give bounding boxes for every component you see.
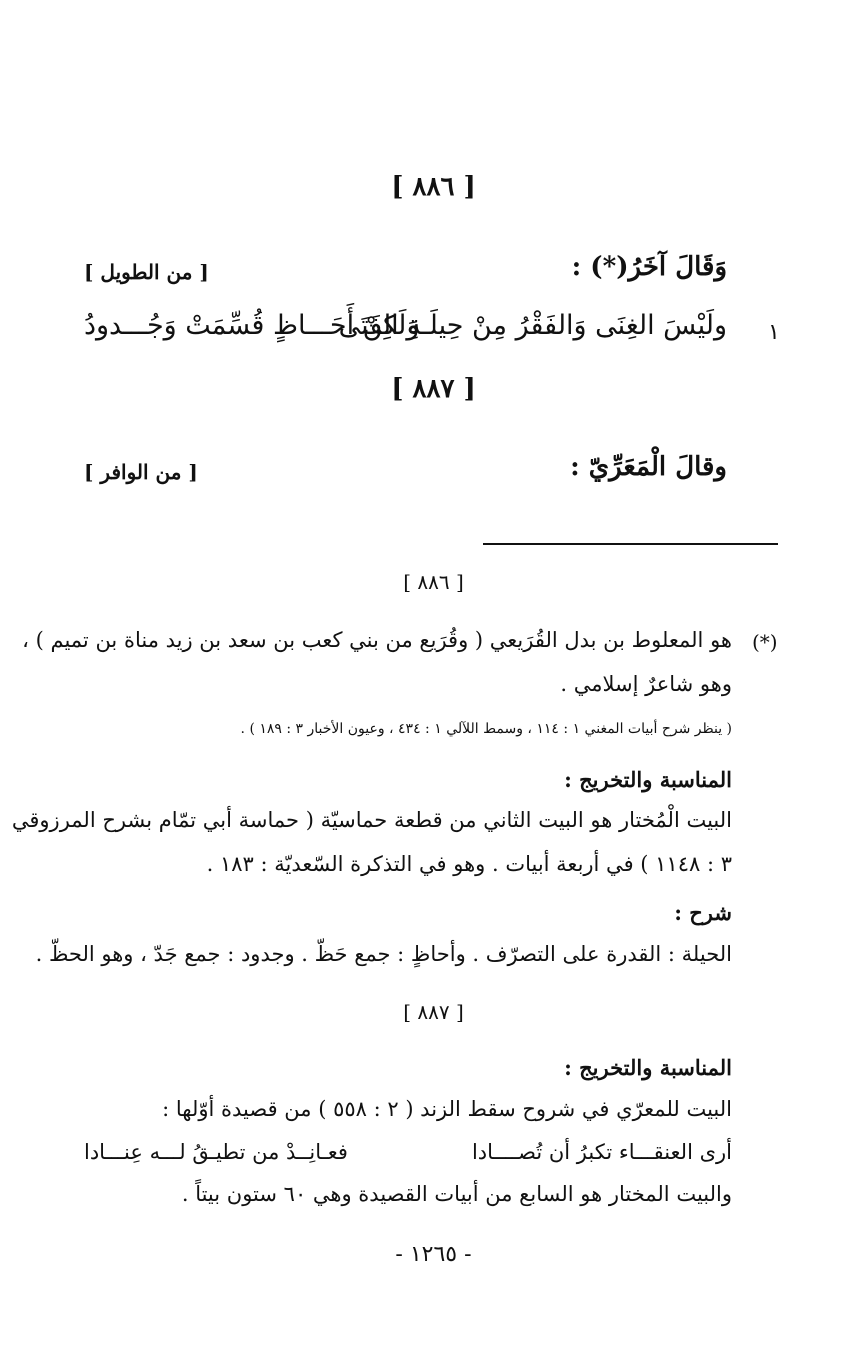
note-number-887: [ ٨٨٧ ] (403, 1000, 464, 1024)
footnote-separator (483, 543, 778, 545)
note-number-886: [ ٨٨٦ ] (403, 570, 464, 594)
poet-intro-887: وقالَ الْمَعَرِّيّ : (570, 452, 727, 482)
references-line: ( ينظر شرح أبيات المغني ١ : ١١٤ ، وسمط اللآلي ١ : ٤٣٤ ، وعيون الأخبار ٣ : ١٨٩ ) . (240, 721, 732, 737)
occasion-line-1-886: البيت الْمُختار هو البيت الثاني من قطعة حماسيّة ( حماسة أبي تمّام بشرح المرزوقي (11, 808, 732, 832)
verse-number: ١ (768, 320, 780, 345)
poet-intro-886: وَقَالَ آخَرُ(*) : (571, 252, 727, 282)
occasion-line-2-886: ٣ : ١١٤٨ ) في أربعة أبيات . وهو في التذكرة السّعديّة : ١٨٣ . (206, 852, 732, 876)
bio-line-1: هو المعلوط بن بدل القُرَيعي ( وقُرَيع من بني كعب بن سعد بن زيد مناة بن تميم ) ، (22, 628, 732, 652)
page-number: - ١٢٦٥ - (395, 1242, 472, 1267)
occasion-heading-886: المناسبة والتخريج : (564, 767, 732, 792)
footnote-star-marker: (*) (752, 630, 778, 654)
section-number-887: [ ٨٨٧ ] (391, 374, 476, 404)
commentary-line: الحيلة : القدرة على التصرّف . وأحاظٍ : جمع حَظّ . وجدود : جمع جَدّ ، وهو الحظّ . (35, 942, 732, 966)
verse-hemistich-1: ولَيْسَ الغِنَى وَالفَقْرُ مِنْ حِيلَـةِ الفَتَى (338, 310, 727, 341)
occasion-line-2-887: والبيت المختار هو السابع من أبيات القصيدة وهي ٦٠ ستون بيتاً . (181, 1182, 732, 1206)
occasion-heading-887: المناسبة والتخريج : (564, 1055, 732, 1080)
first-verse-hemistich-1: أرى العنقـــاء تكبرُ أن تُصــــادا (471, 1140, 732, 1164)
commentary-heading: شرح : (674, 900, 732, 925)
bio-line-2: وهو شاعرٌ إسلامي . (560, 672, 732, 696)
verse-hemistich-2: وَلَكِنْ أَحَـــاظٍ قُسِّمَتْ وَجُـــدودُ (84, 310, 420, 341)
first-verse-hemistich-2: فعـانِــدْ من تطيـقُ لـــه عِنـــادا (84, 1140, 348, 1164)
occasion-line-1-887: البيت للمعرّي في شروح سقط الزند ( ٢ : ٥٥٨ ) من قصيدة أوّلها : (162, 1097, 732, 1121)
meter-886: [ من الطويل ] (84, 260, 209, 284)
meter-887: [ من الوافر ] (84, 460, 198, 484)
section-number-886: [ ٨٨٦ ] (391, 172, 476, 202)
